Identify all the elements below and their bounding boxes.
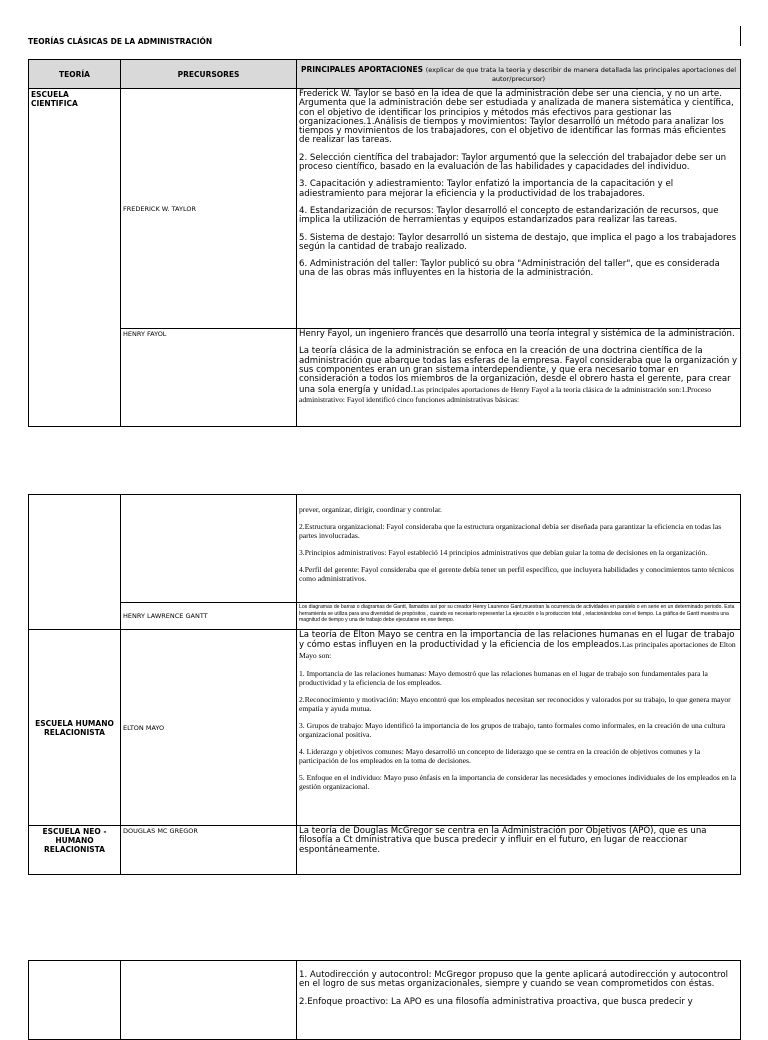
theory-cell-cientifica: ESCUELA CIENTIFICA [29,89,121,427]
theory-cell-empty [29,495,121,630]
contributions-taylor [297,89,741,329]
paragraph: La teoría de Douglas McGregor se centra en la Administración por Objetivos (APO), que es una filosofía a Ct dministrativa que busca predecir y influir en el futuro, en lugar de reaccionar espontáneamente. [299,826,707,855]
paragraph: 2.Estructura organizacional: Fayol consideraba que la estructura organizacional debía ser diseñada para garantizar la eficiencia en todas las partes involucradas. [299,522,722,540]
theory-cell-empty [29,961,121,1040]
table-row-fayol-cont [29,495,741,603]
header-aportaciones-note: (explicar de que trata la teoria y describir de manera detallada las principales aportaciones del autor/precursor) [425,66,736,83]
header-precursores: PRECURSORES [121,60,297,89]
paragraph-text-serif: Las principales aportaciones de Henry Fayol a la teoría clásica de la administración son:1.Proceso administrativo: Fayol identificó cinco funciones administrativas básicas: [299,384,712,404]
table-row-gantt [29,603,741,630]
precursor-empty [121,495,297,603]
contributions-mcgregor-cont [297,961,741,1040]
precursor-taylor: FREDERICK W. TAYLOR [121,89,297,329]
precursor-gantt: HENRY LAWRENCE GANTT [121,603,297,630]
precursor-fayol: HENRY FAYOL [121,329,297,427]
document-title: TEORÍAS CLÁSICAS DE LA ADMINISTRACIÓN [28,37,213,46]
precursor-empty [121,961,297,1040]
header-aportaciones-label: PRINCIPALES APORTACIONES [300,65,424,74]
paragraph [299,347,738,405]
paragraph: 6. Administración del taller: Taylor publicó su obra "Administración del taller", que es considerada una de las obras más influyentes en la historia de la administración. [299,259,720,279]
paragraph-text: La teoría de Elton Mayo se centra en la importancia de las relaciones humanas en el lugar de trabajo y cómo estas influyen en la productividad y la eficiencia de los empleados. [299,630,735,651]
paragraph [299,631,738,661]
table-row-fayol [29,329,741,427]
paragraph: 5. Sistema de destajo: Taylor desarrolló un sistema de destajo, que implica el pago a los trabajadores según la cantidad de trabajo realizado. [299,232,737,252]
theory-cell-neo: ESCUELA NEO - HUMANO RELACIONISTA [29,826,121,875]
paragraph: 3. Grupos de trabajo: Mayo identificó la importancia de los grupos de trabajo, tanto formales como informales, en la creación de una cultura organizacional positiva. [299,720,726,739]
theory-cell-humano: ESCUELA HUMANO RELACIONISTA [29,630,121,826]
paragraph: Los diagramas de barras o diagramas de Gantt, llamados así por su creador Henry Laurence Gant,muestran la ocurrencia de actividades en paralelo o en serie en un determinado periodo. Esta herramienta se utiliza para una diversidad de propósitos , cuando es necesario representar La ejecución o la produccion total , relacionándolas con el tiempo. La gráfica de Gantt muestra una magnitud de tiempo y una de trabajo debe ejecutarse en ese tiempo. [299,604,735,624]
table-row-mayo [29,630,741,826]
paragraph: Henry Fayol, un ingeniero francés que desarrolló una teoría integral y sistémica de la administración. [299,329,735,340]
contributions-mayo [297,630,741,826]
contributions-gantt [297,603,741,630]
paragraph: 2. Selección científica del trabajador: Taylor argumentó que la selección del trabajador debe ser un proceso científico, basado en la evaluación de las habilidades y capacidades del individuo. [299,152,727,173]
paragraph: 3.Principios administrativos: Fayol estableció 14 principios administrativos que debían guiar la toma de decisiones en la organización. [299,548,708,557]
paragraph: 4. Estandarización de recursos: Taylor desarrolló el concepto de estandarización de recursos, que implica la utilización de herramientas y equipos estandarizados para realizar las tareas. [299,205,719,226]
precursor-mayo: ELTON MAYO [121,630,297,826]
paragraph: 1. Importancia de las relaciones humanas: Mayo demostró que las relaciones humanas en el lugar de trabajo son fundamentales para la productividad y la eficiencia de los empleados. [299,668,708,687]
paragraph: 2.Reconocimiento y motivación: Mayo encontró que los empleados necesitan ser reconocidos y valorados por su trabajo, lo que genera mayor empatía y ayuda mutua. [299,694,731,713]
page-edge-line [740,26,741,46]
paragraph: Frederick W. Taylor se basó en la idea de que la administración debe ser una ciencia, y no un arte. Argumenta que la administración debe ser estudiada y analizada de manera sistemática y científica, con el objetivo de identificar los principios y métodos más efectivos para gestionar las organizaciones.1.Análisis de tiempos y movimientos: Taylor desarrolló un método para analizar los tiempos y movimientos de los trabajadores, con el objetivo de identificar las formas más eficientes de realizar las tareas. [299,89,734,146]
header-aportaciones [297,60,741,89]
table-row-mcgregor [29,826,741,875]
table-row-mcgregor-cont [29,961,741,1040]
paragraph: 3. Capacitación y adiestramiento: Taylor enfatizó la importancia de la capacitación y el adiestramiento para mejorar la eficiencia y la productividad de los trabajadores. [299,179,674,199]
paragraph: 2.Enfoque proactivo: La APO es una filosofía administrativa proactiva, que busca predecir y [299,996,693,1007]
precursor-mcgregor: DOUGLAS MC GREGOR [121,826,297,875]
paragraph: 5. Enfoque en el individuo: Mayo puso énfasis en la importancia de considerar las necesidades y emociones individuales de los empleados en la gestión organizacional. [299,772,737,791]
theories-table-page-1 [28,59,741,427]
theories-table-page-3 [28,960,741,1040]
header-teoria: TEORÍA [29,60,121,89]
paragraph: 1. Autodirección y autocontrol: McGregor propuso que la gente aplicará autodirección y autocontrol en el logro de sus metas organizacionales, siempre y cuando se vean comprometidos con éstas. [299,970,728,990]
paragraph-text-serif: Las principales aportaciones de Elton Mayo son: [299,640,736,660]
contributions-fayol-cont [297,495,741,603]
paragraph: prever, organizar, dirigir, coordinar y controlar. [299,505,442,514]
contributions-fayol [297,329,741,427]
table-row-taylor [29,89,741,329]
contributions-mcgregor [297,826,741,875]
theories-table-page-2 [28,494,741,875]
paragraph: 4. Liderazgo y objetivos comunes: Mayo desarrolló un concepto de liderazgo que se centra en la creación de objetivos comunes y la participación de los empleados en la toma de decisiones. [299,746,701,765]
paragraph: 4.Perfil del gerente: Fayol consideraba que el gerente debía tener un perfil específico, que incluyera habilidades y conocimientos tanto técnicos como administrativos. [299,565,734,583]
table-header-row [29,60,741,89]
paragraph-text: La teoría clásica de la administración se enfoca en la creación de una doctrina científica de la administración que abarque todas las esferas de la empresa. Fayol consideraba que la organización y sus componentes eran un gran sistema interdependiente, y que era necesario tomar en consideración a todos los miembros de la organización, desde el obrero hasta el gerente, para crear una sola energía y unidad. [299,346,738,395]
